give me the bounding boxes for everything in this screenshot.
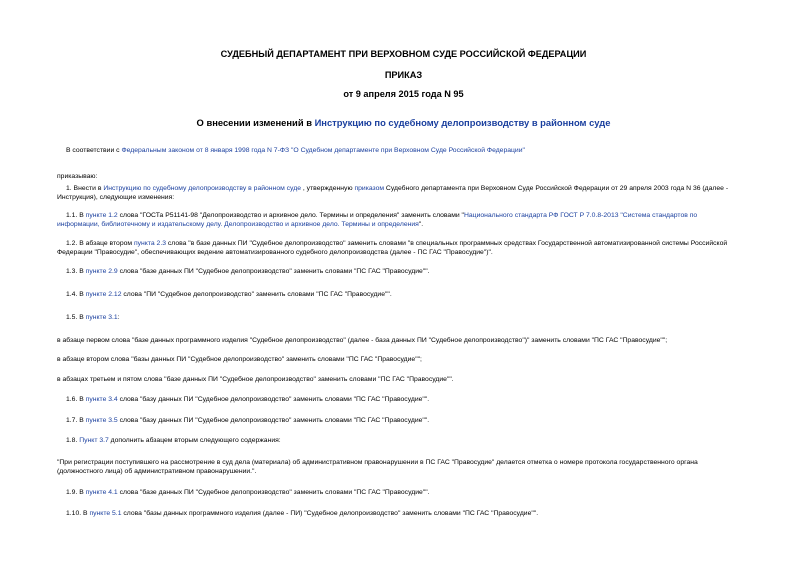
point-2-9-link[interactable]: пункте 2.9 xyxy=(85,268,118,275)
item-1-4 xyxy=(57,290,778,299)
point-2-12-link[interactable]: пункте 2.12 xyxy=(85,291,122,298)
paragraph-second-change: в абзаце втором слова "базы данных ПИ "Судебное делопроизводство" заменить словами "ПС ГАС "Правосудие""; xyxy=(57,356,422,363)
item-1-1-end: ". xyxy=(418,221,424,228)
item-1-3-text: 1.3. В xyxy=(66,268,86,275)
order-link[interactable]: приказом xyxy=(354,185,385,192)
item-1-text-c: Судебного департамента при Верховном Суде Российской Федерации от 29 апреля 2003 года N 36 (далее - xyxy=(384,185,729,192)
item-1-6-text-b: слова "базу данных ПИ "Судебное делопроизводство" заменить словами "ПС ГАС "Правосудие"". xyxy=(117,396,430,403)
item-1-2-line-2: Федерации "Правосудие", обеспечивающих ведение автоматизированного судебного делопроизводства (далее - ПС ГАС "Правосудие")". xyxy=(57,249,493,256)
item-1-1-line-1 xyxy=(57,211,778,220)
item-1-5-text: 1.5. В xyxy=(66,314,86,321)
paragraph-first-change: в абзаце первом слова "базе данных программного изделия "Судебное делопроизводство" (далее - база данных ПИ "Судебное делопроизводство")" заменить словами "ПС ГАС "Правосудие""; xyxy=(57,337,668,344)
item-1-5-text-b: : xyxy=(117,314,120,321)
item-1-6-text: 1.6. В xyxy=(66,396,86,403)
item-1-7 xyxy=(57,416,778,425)
item-1-line-2: Инструкция), следующие изменения: xyxy=(57,194,175,201)
quote-line-2: (должностного лица) об административном правонарушении.". xyxy=(57,468,257,475)
order-title-text: О внесении изменений в xyxy=(196,117,315,128)
item-1-9 xyxy=(57,488,778,497)
item-1-1-text: 1.1. В xyxy=(66,212,86,219)
item-1-9-text-b: слова "базе данных ПИ "Судебное делопроизводство" заменить словами "ПС ГАС "Правосудие"". xyxy=(117,489,430,496)
federal-law-link[interactable]: Федеральным законом от 8 января 1998 года N 7-ФЗ "О Судебном департаменте при Верховном Суде Российской Федерации" xyxy=(121,147,525,154)
item-1-2-text: 1.2. В абзаце втором xyxy=(66,240,134,247)
item-1-2-line-1 xyxy=(57,239,778,248)
item-1-1-text-b: слова "ГОСТа Р51141-98 "Делопроизводство и архивное дело. Термины и определения" заменить словами " xyxy=(117,212,464,219)
intro-paragraph xyxy=(57,146,778,155)
point-1-2-link[interactable]: пункте 1.2 xyxy=(85,212,118,219)
order-title xyxy=(0,117,807,128)
point-5-1-link[interactable]: пункте 5.1 xyxy=(89,510,122,517)
point-4-1-link[interactable]: пункте 4.1 xyxy=(85,489,118,496)
paragraph-third-fifth-change: в абзацах третьем и пятом слова "базе данных ПИ "Судебное делопроизводство" заменить словами "ПС ГАС "Правосудие"". xyxy=(57,376,454,383)
item-1-7-text-b: слова "базу данных ПИ "Судебное делопроизводство" заменить словами "ПС ГАС "Правосудие"". xyxy=(117,417,430,424)
item-1-7-text: 1.7. В xyxy=(66,417,86,424)
item-1-8 xyxy=(57,436,778,445)
item-1-8-text-b: дополнить абзацем вторым следующего содержания: xyxy=(108,437,281,444)
item-1-10 xyxy=(57,509,778,518)
point-3-1-link[interactable]: пункте 3.1 xyxy=(85,314,118,321)
instruction-link[interactable]: Инструкцию по судебному делопроизводству в районном суде xyxy=(314,117,611,128)
item-1-9-text: 1.9. В xyxy=(66,489,86,496)
item-1-3 xyxy=(57,267,778,276)
point-3-5-link[interactable]: пункте 3.5 xyxy=(85,417,118,424)
quote-line-1: "При регистрации поступившего на рассмотрение в суд дела (материала) об административном правонарушении в ПС ГАС "Правосудие" делается отметка о номере протокола государственного органа xyxy=(57,459,698,466)
item-1-text-b: , утвержденную xyxy=(300,185,355,192)
item-1-text: 1. Внести в xyxy=(66,185,104,192)
gost-standard-link[interactable]: Национального стандарта РФ ГОСТ Р 7.0.8-2013 "Система стандартов по xyxy=(463,212,698,219)
item-1-4-text: 1.4. В xyxy=(66,291,86,298)
item-1-5 xyxy=(57,313,778,322)
point-3-4-link[interactable]: пункте 3.4 xyxy=(85,396,118,403)
item-1-10-text-b: слова "базы данных программного изделия (далее - ПИ) "Судебное делопроизводство" заменить словами "ПС ГАС "Правосудие"". xyxy=(121,510,539,517)
instruction-link-2[interactable]: Инструкцию по судебному делопроизводству в районном суде xyxy=(103,185,301,192)
item-1-8-text: 1.8. xyxy=(66,437,80,444)
item-1-line-1 xyxy=(57,184,778,193)
department-heading: СУДЕБНЫЙ ДЕПАРТАМЕНТ ПРИ ВЕРХОВНОМ СУДЕ РОССИЙСКОЙ ФЕДЕРАЦИИ xyxy=(220,49,587,59)
item-1-1-line-2 xyxy=(57,220,769,229)
item-1-3-text-b: слова "базе данных ПИ "Судебное делопроизводство" заменить словами "ПС ГАС "Правосудие"". xyxy=(117,268,430,275)
item-1-2-text-b: слова "в базе данных ПИ "Судебное делопроизводство" заменить словами "в специальных программных средствах Государственной автоматизированной системы Российской xyxy=(166,240,728,247)
intro-text: В соответствии с xyxy=(66,147,122,154)
point-2-3-link[interactable]: пункта 2.3 xyxy=(133,240,166,247)
item-1-4-text-b: слова "ПИ "Судебное делопроизводство" заменить словами "ПС ГАС "Правосудие"". xyxy=(121,291,392,298)
order-type-heading: ПРИКАЗ xyxy=(384,70,423,80)
point-3-7-link[interactable]: Пункт 3.7 xyxy=(79,437,109,444)
order-date-heading: от 9 апреля 2015 года N 95 xyxy=(343,89,464,99)
order-directive: приказываю: xyxy=(57,173,98,180)
gost-standard-link-cont[interactable]: информации, библиотечному и издательскому делу. Делопроизводство и архивное дело. Термины и определения xyxy=(57,221,419,228)
item-1-10-text: 1.10. В xyxy=(66,510,90,517)
item-1-6 xyxy=(57,395,778,404)
